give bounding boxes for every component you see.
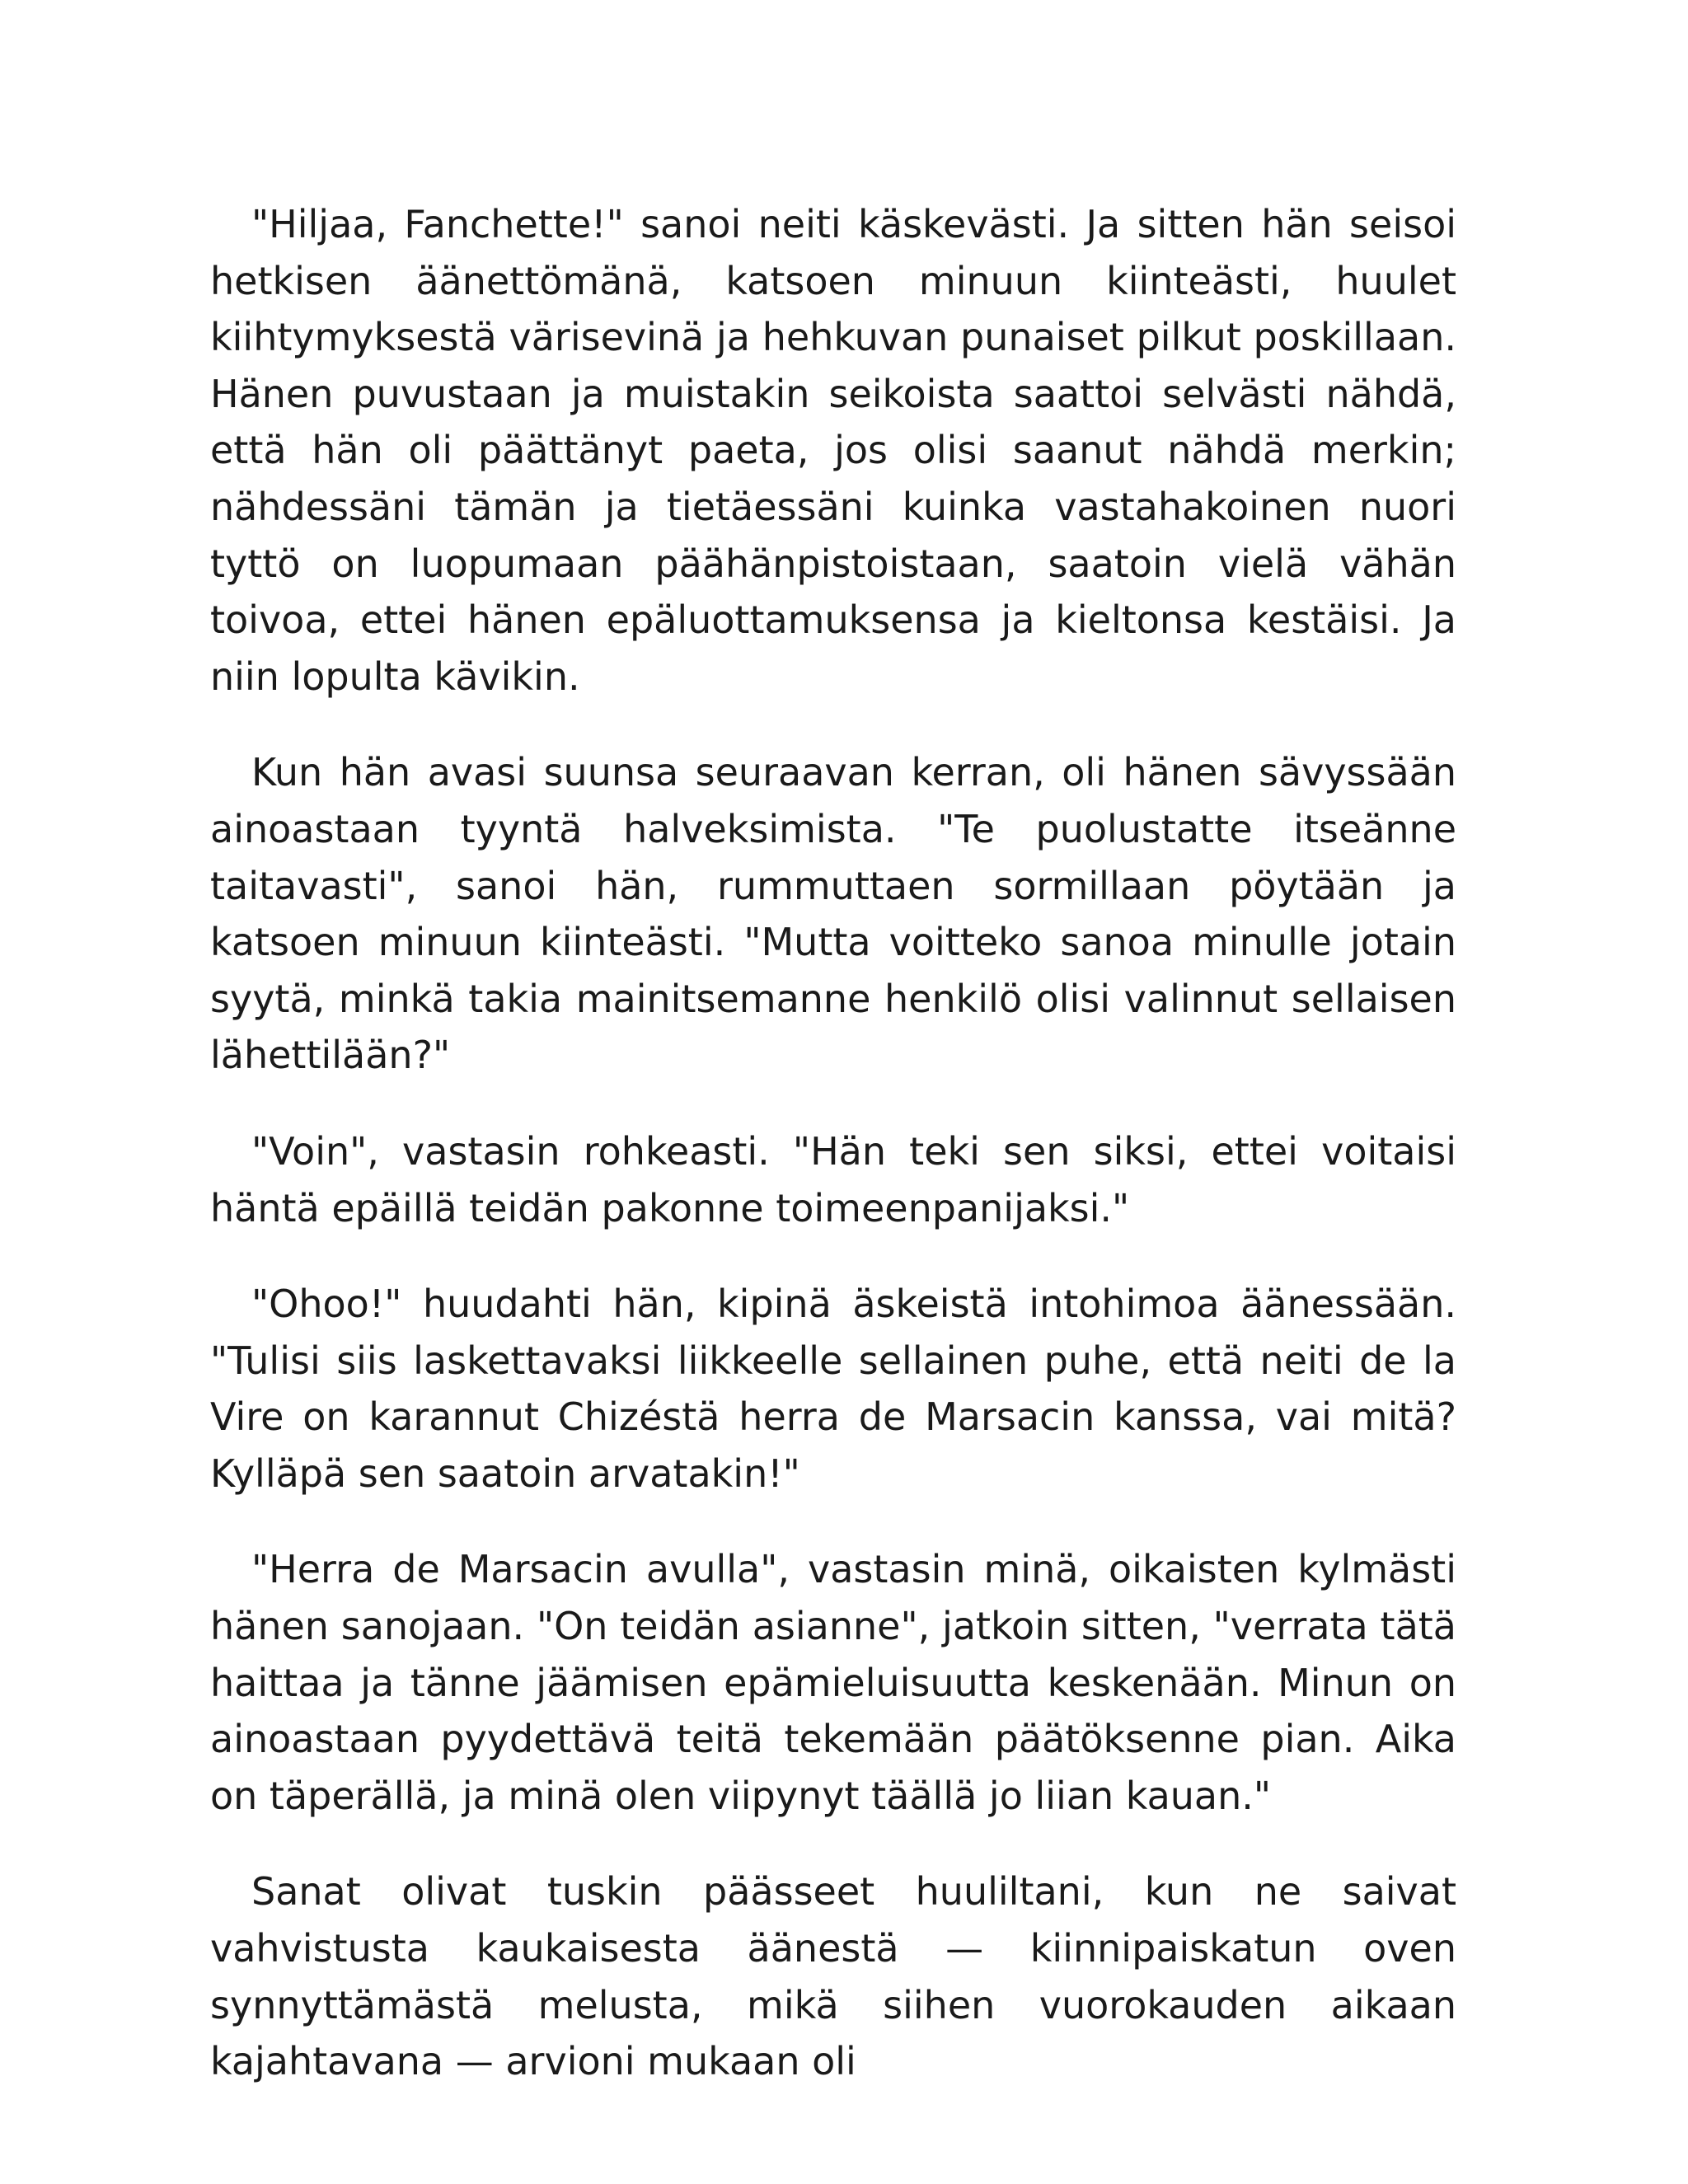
paragraph: "Hiljaa, Fanchette!" sanoi neiti käskevästi. Ja sitten hän seisoi hetkisen äänettömänä, katsoen minuun kiinteästi, huulet kiihtymyksestä värisevinä ja hehkuvan punaiset pilkut poskillaan. Hänen puvustaan ja muistakin seikoista saattoi selvästi nähdä, että hän oli päättänyt paeta, jos olisi saanut nähdä merkin; nähdessäni tämän ja tietäessäni kuinka vastahakoinen nuori tyttö on luopumaan päähänpistoistaan, saatoin vielä vähän toivoa, ettei hänen epäluottamuksensa ja kieltonsa kestäisi. Ja niin lopulta kävikin. bbox=[210, 202, 1456, 699]
paragraph: Kun hän avasi suunsa seuraavan kerran, oli hänen sävyssään ainoastaan tyyntä halveksimista. "Te puolustatte itseänne taitavasti", sanoi hän, rummuttaen sormillaan pöytään ja katsoen minuun kiinteästi. "Mutta voitteko sanoa minulle jotain syytä, minkä takia mainitsemanne henkilö olisi valinnut sellaisen lähettilään?" bbox=[210, 750, 1456, 1078]
paragraph: "Voin", vastasin rohkeasti. "Hän teki sen siksi, ettei voitaisi häntä epäillä teidän pakonne toimeenpanijaksi." bbox=[210, 1128, 1456, 1230]
page-body bbox=[210, 196, 1456, 2090]
paragraph: "Herra de Marsacin avulla", vastasin minä, oikaisten kylmästi hänen sanojaan. "On teidän asianne", jatkoin sitten, "verrata tätä haittaa ja tänne jäämisen epämieluisuutta keskenään. Minun on ainoastaan pyydettävä teitä tekemään päätöksenne pian. Aika on täperällä, ja minä olen viipynyt täällä jo liian kauan." bbox=[210, 1547, 1456, 1818]
paragraph: "Ohoo!" huudahti hän, kipinä äskeistä intohimoa äänessään. "Tulisi siis laskettavaksi liikkeelle sellainen puhe, että neiti de la Vire on karannut Chizéstä herra de Marsacin kanssa, vai mitä? Kylläpä sen saatoin arvatakin!" bbox=[210, 1282, 1456, 1496]
paragraph: Sanat olivat tuskin päässeet huuliltani, kun ne saivat vahvistusta kaukaisesta äänestä — kiinnipaiskatun oven synnyttämästä melusta, mikä siihen vuorokauden aikaan kajahtavana — arvioni mukaan oli bbox=[210, 1869, 1456, 2084]
